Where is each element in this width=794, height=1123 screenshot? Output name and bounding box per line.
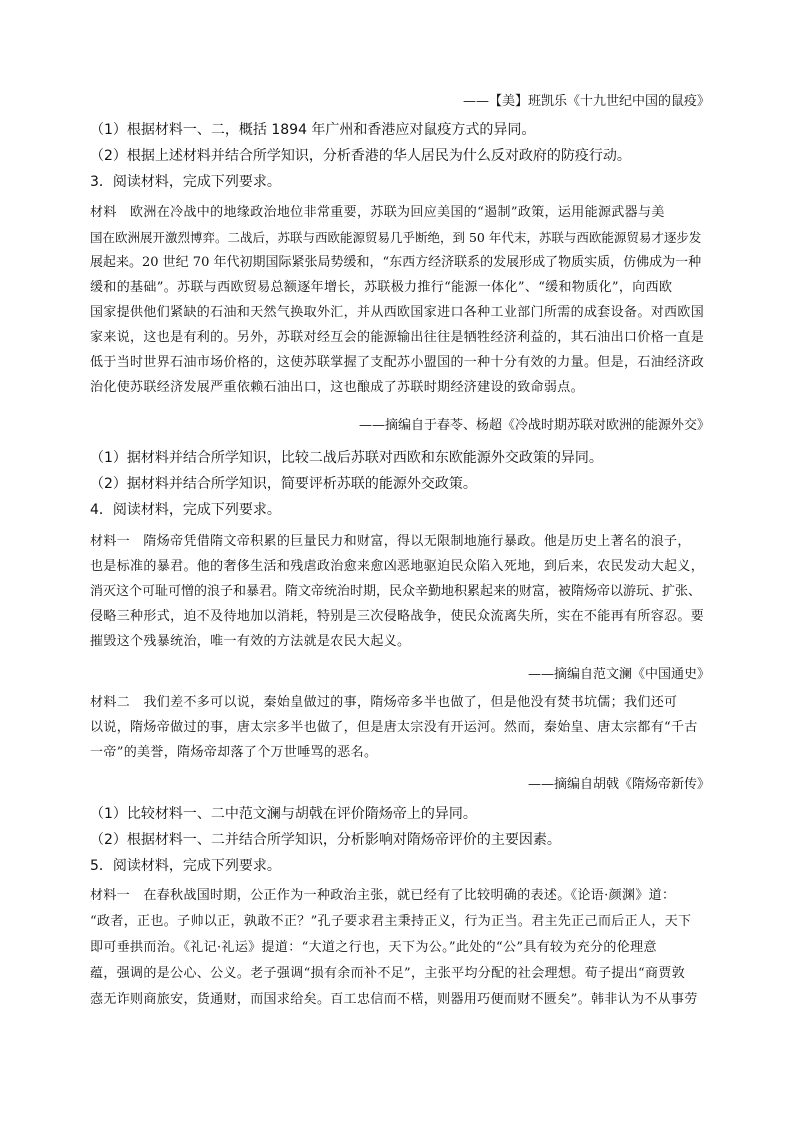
q4-material-1-line: 摧毁这个残暴统治，唯一有效的方法就是农民大起义。 (90, 634, 411, 649)
q3-sub-question-1: （1）据材料并结合所学知识，比较二战后苏联对西欧和东欧能源外交政策的异同。 (90, 450, 603, 466)
q3-material-line: 家来说，这也是有利的。另外，苏联对经互会的能源输出往往是牺牲经济利益的，其石油出口价格一直是 (90, 330, 705, 345)
q4-material-2-line: 以说，隋炀帝做过的事，唐太宗多半也做了，但是唐太宗没有开运河。然而，秦始皇、唐太宗都有“千古 (90, 720, 698, 735)
q4-material-2-line: 一帝”的美誉，隋炀帝却落了个万世唾骂的恶名。 (90, 745, 378, 760)
q4-sub-question-2: （2）根据材料一、二并结合所学知识，分析影响对隋炀帝评价的主要因素。 (90, 832, 561, 848)
q3-sub-question-2: （2）据材料并结合所学知识，简要评析苏联的能源外交政策。 (90, 476, 477, 492)
q5-material-1-line: 蕴，强调的是公心、公义。老子强调“损有余而补不足”，主张平均分配的社会理想。荀子提出“商贾敦 (90, 966, 686, 981)
q2-sub-question-2: （2）根据上述材料并结合所学知识，分析香港的华人居民为什么反对政府的防疫行动。 (90, 148, 631, 164)
q3-material-line: 国家提供他们紧缺的石油和天然气换取外汇，并从西欧国家进口各种工业部门所需的成套设备。对西欧国 (90, 305, 705, 320)
q3-material-line: 展起来。20 世纪 70 年代初期国际紧张局势缓和，“东西方经济联系的发展形成了物质实质，仿佛成为一种 (90, 255, 702, 270)
q5-heading: 5．阅读材料，完成下列要求。 (90, 858, 281, 874)
q5-material-1-line: 悫无诈则商旅安，货通财，而国求给矣。百工忠信而不楛，则器用巧便而财不匮矣”。韩非认为不从事劳 (90, 992, 698, 1007)
q3-heading: 3．阅读材料，完成下列要求。 (90, 174, 281, 190)
q4-material-2-source: ——摘编自胡戟《隋炀帝新传》 (527, 777, 710, 792)
q4-material-1-line: 消灭这个可耻可憎的浪子和暴君。隋文帝统治时期，民众辛勤地积累起来的财富，被隋炀帝以游玩、扩张、 (90, 584, 702, 599)
q4-material-1-source: ——摘编自范文澜《中国通史》 (527, 667, 710, 682)
q2-sub-question-1: （1）根据材料一、二，概括 1894 年广州和香港应对鼠疫方式的异同。 (90, 122, 536, 138)
q4-material-1-line: 侵略三种形式，迫不及待地加以消耗，特别是三次侵略战争，使民众流离失所，实在不能再有所容忍。要 (90, 609, 705, 624)
q3-material-line: 治化使苏联经济发展严重依赖石油出口，这也酿成了苏联时期经济建设的致命弱点。 (90, 380, 584, 395)
q4-material-1-line: 材料一 隋炀帝凭借隋文帝积累的巨量民力和财富，得以无限制地施行暴政。他是历史上著名的浪子， (90, 534, 691, 549)
q5-material-1-line: “政者，正也。子帅以正，孰敢不正？”孔子要求君主秉持正义，行为正当。君主先正己而后正人，天下 (90, 914, 692, 929)
q4-heading: 4．阅读材料，完成下列要求。 (90, 502, 281, 518)
q3-material-line: 缓和的基础”。苏联与西欧贸易总额逐年增长，苏联极力推行“能源一体化”、“缓和物质化”，向西欧 (90, 280, 673, 295)
q3-material-line: 低于当时世界石油市场价格的，这使苏联掌握了支配苏小盟国的一种十分有效的力量。但是，石油经济政 (90, 355, 705, 370)
q4-sub-question-1: （1）比较材料一、二中范文澜与胡戟在评价隋炀帝上的异同。 (90, 806, 477, 822)
q2-source: ——【美】班凯乐《十九世纪中国的鼠疫》 (462, 94, 710, 109)
q3-source: ——摘编自于春苓、杨超《冷战时期苏联对欧洲的能源外交》 (358, 418, 710, 433)
q4-material-2-line: 材料二 我们差不多可以说，秦始皇做过的事，隋炀帝多半也做了，但是他没有焚书坑儒；我们还可 (90, 695, 678, 710)
q4-material-1-line: 也是标准的暴君。他的奢侈生活和残虐政治愈来愈凶恶地驱迫民众陷入死地，到后来，农民发动大起义， (90, 559, 705, 574)
q5-material-1-line: 材料一 在春秋战国时期，公正作为一种政治主张，就已经有了比较明确的表述。《论语·颜渊》道： (90, 888, 676, 903)
q3-material-line: 材料 欧洲在冷战中的地缘政治地位非常重要，苏联为回应美国的“遏制”政策，运用能源武器与美 (90, 205, 665, 220)
q3-material-line: 国在欧洲展开激烈博弈。二战后，苏联与西欧能源贸易几乎断绝，到 50 年代末，苏联与西欧能源贸易才逐步发 (90, 230, 702, 245)
q5-material-1-line: 即可垂拱而治。《礼记·礼运》提道：“大道之行也，天下为公。”此处的“公”具有较为充分的伦理意 (90, 940, 657, 955)
